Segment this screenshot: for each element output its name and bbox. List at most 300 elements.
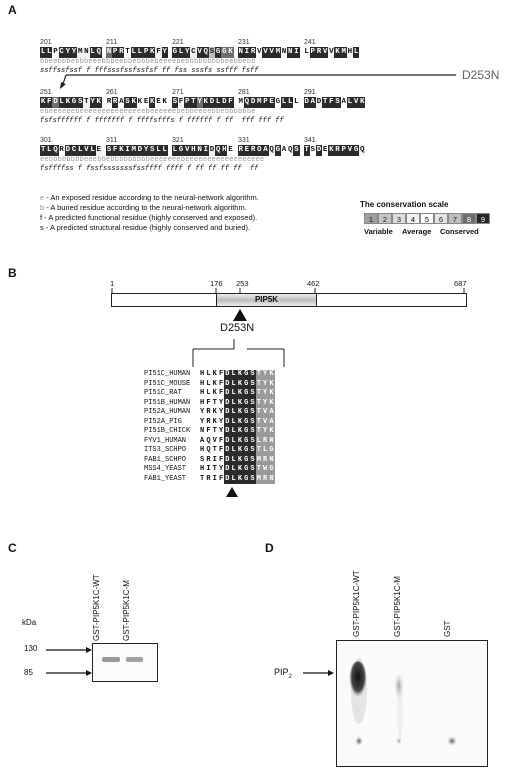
residue: R: [59, 146, 64, 154]
aligned-residue: V: [263, 408, 268, 416]
aligned-residue: T: [212, 465, 217, 473]
residue: Q: [215, 146, 221, 154]
residue: L: [172, 146, 178, 154]
aligned-residue: S: [250, 446, 255, 454]
residue: R: [316, 48, 322, 56]
aligned-residue: I: [212, 455, 217, 464]
aligned-residue: L: [231, 455, 236, 464]
aligned-residue: G: [244, 474, 249, 483]
aligned-sequence: [199, 389, 275, 399]
aligned-residue: S: [250, 370, 255, 378]
aligned-residue: Y: [218, 398, 224, 407]
kda-label: kDa: [22, 618, 37, 627]
residue: T: [322, 98, 328, 106]
residue: L: [294, 98, 299, 106]
aligned-residue: R: [206, 417, 211, 426]
residue: Y: [65, 48, 71, 56]
marker-130: 130: [24, 644, 38, 653]
residue: R: [106, 98, 112, 106]
residue: L: [77, 146, 83, 154]
residue: K: [203, 98, 209, 106]
residue: F: [329, 98, 334, 106]
residue: K: [150, 98, 155, 106]
residue: V: [257, 48, 262, 56]
aligned-residue: A: [269, 408, 274, 416]
residue: P: [341, 146, 346, 154]
residue: T: [125, 48, 130, 56]
pip2-label: $PIP_2$: [274, 667, 292, 680]
aligned-residue: Q: [206, 446, 211, 454]
aligned-residue: G: [244, 370, 249, 378]
lane-c-m: GST-PIP5K1C-M: [122, 580, 131, 641]
aligned-residue: L: [206, 389, 211, 397]
residue-numbers: [40, 136, 365, 145]
aligned-residue: K: [212, 389, 217, 397]
residue: G: [215, 48, 221, 56]
residue: L: [156, 146, 161, 154]
aligned-residue: L: [231, 446, 236, 454]
aligned-residue: W: [263, 465, 268, 473]
residue: F: [112, 146, 118, 154]
position-site: 253: [236, 279, 249, 288]
aligned-residue: D: [225, 398, 230, 407]
residue: V: [184, 146, 190, 154]
aligned-residue: T: [256, 379, 261, 388]
aligned-residue: K: [269, 427, 274, 435]
aligned-residue: H: [200, 398, 205, 407]
residue-row: [40, 145, 365, 156]
aligned-residue: K: [237, 474, 243, 483]
aligned-residue: K: [237, 389, 243, 397]
residue: D: [316, 146, 322, 154]
marker-85: 85: [24, 668, 33, 677]
residue: Q: [203, 48, 209, 56]
residue: L: [90, 146, 95, 154]
aligned-residue: A: [200, 436, 205, 445]
aligned-residue: S: [200, 455, 205, 464]
residue: N: [287, 48, 293, 56]
aligned-residue: L: [231, 436, 236, 445]
residue: R: [250, 48, 256, 56]
aligned-residue: K: [269, 379, 274, 388]
alignment-bracket: [190, 337, 300, 369]
residue-number: 251: [40, 89, 52, 96]
residue: P: [310, 48, 316, 56]
aligned-residue: T: [256, 389, 261, 397]
residue: N: [84, 48, 89, 56]
aligned-sequence: [199, 465, 275, 475]
aligned-residue: I: [206, 465, 211, 473]
aligned-residue: D: [225, 465, 230, 473]
residue: K: [162, 98, 167, 106]
residue-number: 231: [238, 39, 250, 46]
residue: K: [131, 98, 136, 106]
residue: S: [77, 98, 83, 106]
residue: I: [294, 48, 299, 56]
residue: A: [119, 98, 124, 106]
residue: S: [172, 98, 178, 106]
alignment-sequences: [199, 370, 275, 484]
scale-level: 7: [448, 213, 462, 224]
position-domain-end: 462: [307, 279, 320, 288]
aligned-residue: L: [256, 436, 261, 445]
conservation-scale-title: The conservation scale: [360, 200, 449, 209]
aligned-residue: T: [256, 427, 261, 435]
aligned-residue: F: [218, 446, 224, 454]
aligned-sequence: [199, 437, 275, 447]
species-name: PI51C_MOUSE: [144, 379, 191, 388]
residue-number: 221: [172, 39, 184, 46]
aligned-sequence: [199, 456, 275, 466]
residue-row: [40, 47, 359, 58]
residue: S: [209, 48, 215, 56]
aligned-residue: K: [269, 389, 274, 397]
residue: V: [347, 146, 353, 154]
residue: L: [47, 146, 52, 154]
residue: D: [137, 146, 143, 154]
function-annotation: fsfsffffff f fffffff f ffffsfffs f ffffff f ff fff fff ff: [40, 117, 284, 125]
residue-number: 311: [106, 137, 118, 144]
residue: P: [112, 48, 118, 56]
aligned-residue: H: [200, 370, 205, 378]
aligned-residue: Y: [218, 417, 224, 426]
aligned-residue: R: [206, 474, 211, 483]
residue: T: [304, 146, 309, 154]
aligned-residue: K: [237, 379, 243, 388]
residue: Q: [244, 98, 250, 106]
aligned-residue: M: [256, 474, 261, 483]
residue: L: [137, 48, 143, 56]
scale-level: 2: [378, 213, 392, 224]
aligned-sequence: [199, 380, 275, 390]
residue: Y: [90, 98, 95, 106]
aligned-residue: N: [200, 427, 205, 435]
aligned-residue: L: [231, 408, 236, 416]
aligned-residue: T: [256, 370, 261, 378]
residue: C: [191, 48, 196, 56]
residue: L: [215, 98, 221, 106]
residue: Y: [71, 48, 77, 56]
residue: S: [294, 146, 299, 154]
residue: Y: [197, 98, 202, 106]
aligned-residue: K: [237, 455, 243, 464]
residue: K: [65, 98, 71, 106]
residue: S: [106, 146, 112, 154]
residue: S: [335, 98, 340, 106]
aligned-residue: G: [244, 398, 249, 407]
aligned-residue: Y: [263, 389, 268, 397]
aligned-residue: K: [237, 398, 243, 407]
panel-b-label: B: [8, 266, 17, 280]
residue: N: [106, 48, 112, 56]
residue: M: [257, 98, 262, 106]
aligned-residue: D: [225, 446, 230, 454]
aligned-residue: K: [237, 465, 243, 473]
aligned-residue: Y: [218, 427, 224, 435]
aligned-residue: T: [212, 446, 217, 454]
aligned-residue: R: [206, 455, 211, 464]
residue-row: [40, 97, 365, 108]
aligned-residue: K: [212, 417, 217, 426]
aligned-residue: K: [237, 408, 243, 416]
scale-label-variable: Variable: [364, 227, 393, 236]
sequence-block: [40, 136, 365, 174]
aligned-residue: K: [212, 408, 217, 416]
residue: E: [228, 146, 233, 154]
aligned-residue: S: [250, 427, 255, 435]
species-name: PI52A_PIG: [144, 417, 182, 426]
species-name: ITS3_SCHPO: [144, 446, 187, 454]
alignment-species: [144, 370, 190, 484]
residue: Q: [96, 48, 102, 56]
aligned-residue: L: [231, 427, 236, 435]
aligned-residue: T: [256, 465, 261, 473]
residue: V: [84, 146, 89, 154]
residue: K: [335, 48, 340, 56]
aligned-residue: Y: [263, 379, 268, 388]
aligned-residue: H: [200, 379, 205, 388]
aligned-residue: S: [250, 455, 255, 464]
aligned-residue: G: [244, 465, 249, 473]
residue: R: [335, 146, 340, 154]
aligned-residue: S: [250, 379, 255, 388]
residue: D: [316, 98, 322, 106]
d253n-callout-arrow: [60, 70, 460, 96]
aligned-residue: M: [256, 455, 261, 464]
aligned-residue: K: [269, 398, 274, 407]
aligned-residue: H: [200, 465, 205, 473]
exposure-annotation: eebbbbbbbbeeebbebbbbbbbbbeeeeeeebeeeeeeeeeeeeeeeeee: [40, 156, 265, 164]
species-name: PI51C_HUMAN: [144, 370, 191, 378]
residue: P: [53, 48, 58, 56]
residue: L: [281, 98, 287, 106]
aligned-residue: K: [269, 370, 274, 378]
aligned-residue: G: [244, 427, 249, 435]
aligned-residue: T: [212, 427, 217, 435]
aligned-sequence: [199, 446, 275, 456]
residue: O: [257, 146, 262, 154]
residue: E: [244, 146, 250, 154]
aligned-residue: L: [263, 446, 268, 454]
residue: A: [281, 146, 287, 154]
residue: E: [143, 98, 149, 106]
mutation-label: D253N: [220, 322, 255, 334]
residue: F: [228, 98, 233, 106]
scale-level: 8: [462, 213, 476, 224]
aligned-residue: G: [244, 455, 249, 464]
residue: K: [228, 48, 233, 56]
aligned-residue: S: [250, 417, 255, 426]
aligned-residue: F: [206, 398, 211, 407]
aligned-residue: I: [212, 474, 217, 483]
aligned-residue: K: [237, 436, 243, 445]
d253n-callout-label: D253N: [462, 68, 500, 82]
residue: I: [244, 48, 250, 56]
residue: R: [119, 48, 124, 56]
aligned-residue: T: [256, 417, 261, 426]
residue: Q: [269, 146, 274, 154]
residue: K: [96, 98, 102, 106]
aligned-residue: A: [269, 417, 274, 426]
aligned-residue: Y: [263, 398, 268, 407]
residue: Y: [184, 48, 190, 56]
species-name: FYV1_HUMAN: [144, 436, 187, 445]
panel-a-label: A: [8, 3, 17, 17]
exposure-annotation: bbeebbbebbbeeebbbeebbebbbebeeeebebbbbbbbbbeebbebb: [40, 58, 256, 66]
aligned-residue: D: [225, 417, 230, 426]
aligned-residue: F: [206, 427, 211, 435]
residue: D: [222, 98, 227, 106]
residue-legend: [40, 193, 259, 233]
residue: T: [191, 98, 196, 106]
residue: K: [40, 98, 46, 106]
residue: K: [150, 48, 155, 56]
marker-arrows: [44, 645, 94, 677]
aligned-residue: V: [263, 417, 268, 426]
scale-level: 9: [476, 213, 490, 224]
lane-c-wt: GST-PIP5K1C-WT: [92, 574, 101, 641]
residue: G: [275, 98, 281, 106]
residue: G: [275, 146, 281, 154]
aligned-residue: G: [244, 379, 249, 388]
residue: L: [47, 48, 52, 56]
mutation-site-triangle: [233, 309, 247, 321]
position-domain-start: 176: [210, 279, 223, 288]
function-annotation: fsffffss f fssfsssssssfssffff ffff f ff ff ff ff ff: [40, 165, 259, 173]
residue: I: [125, 146, 130, 154]
residue: F: [178, 98, 184, 106]
residue: F: [47, 98, 52, 106]
residue-numbers: [40, 38, 359, 47]
residue: V: [322, 48, 328, 56]
residue: T: [40, 146, 46, 154]
residue: G: [353, 146, 359, 154]
aligned-residue: N: [269, 436, 274, 445]
tlc-autoradiograph: [336, 640, 488, 767]
residue: K: [119, 146, 124, 154]
residue: A: [310, 98, 316, 106]
residue: N: [197, 146, 202, 154]
legend-structural: s - A predicted structural residue (highly conserved and buried).: [40, 223, 251, 232]
aligned-sequence: [199, 399, 275, 409]
residue: G: [178, 146, 184, 154]
aligned-residue: L: [231, 474, 236, 483]
aligned-residue: Y: [263, 370, 268, 378]
aligned-residue: Y: [200, 408, 205, 416]
residue: L: [40, 48, 46, 56]
residue: C: [71, 146, 77, 154]
residue: I: [203, 146, 209, 154]
aligned-residue: K: [237, 417, 243, 426]
legend-functional: f - A predicted functional residue (highly conserved and exposed).: [40, 213, 258, 222]
aligned-residue: L: [231, 398, 236, 407]
aligned-residue: R: [206, 408, 211, 416]
residue: G: [222, 48, 227, 56]
aligned-residue: S: [250, 398, 255, 407]
aligned-residue: Y: [200, 417, 205, 426]
aligned-residue: D: [225, 389, 230, 397]
residue-number: 261: [106, 89, 118, 96]
residue: Q: [53, 146, 58, 154]
position-start: 1: [110, 279, 115, 288]
residue: D: [304, 98, 309, 106]
aligned-residue: N: [269, 455, 274, 464]
residue: H: [347, 48, 353, 56]
residue: K: [360, 98, 365, 106]
residue: C: [59, 48, 64, 56]
residue: H: [222, 146, 227, 154]
residue: N: [238, 48, 243, 56]
aligned-residue: K: [212, 370, 217, 378]
alignment-site-triangle: [226, 487, 238, 497]
residue: L: [162, 146, 167, 154]
scale-level: 6: [434, 213, 448, 224]
scale-label-conserved: Conserved: [440, 227, 479, 236]
residue: A: [263, 146, 268, 154]
aligned-residue: D: [225, 474, 230, 483]
exposure-annotation: ebeeeeeebeeeeeeeeeeeeeeebeeeeeebebbeeeebbebbbbbbe: [40, 108, 256, 116]
aligned-sequence: [199, 475, 275, 485]
residue: Y: [162, 48, 167, 56]
scale-level: 3: [392, 213, 406, 224]
residue-number: 321: [172, 137, 184, 144]
aligned-residue: S: [250, 389, 255, 397]
aligned-residue: Y: [263, 427, 268, 435]
aligned-residue: Y: [218, 408, 224, 416]
scale-level: 1: [364, 213, 378, 224]
aligned-residue: K: [237, 370, 243, 378]
aligned-residue: R: [263, 474, 268, 483]
residue: E: [156, 98, 161, 106]
aligned-residue: T: [256, 408, 261, 416]
pip5k-domain: PIP5K: [216, 293, 317, 307]
species-name: MSS4_YEAST: [144, 465, 187, 473]
residue: F: [156, 48, 161, 56]
aligned-residue: T: [212, 398, 217, 407]
aligned-residue: L: [231, 389, 236, 397]
residue: D: [209, 98, 215, 106]
aligned-sequence: [199, 408, 275, 418]
species-name: FAB1_YEAST: [144, 474, 187, 483]
residue: L: [347, 98, 353, 106]
lane-d-gst: GST: [443, 620, 452, 637]
residue: H: [191, 146, 196, 154]
aligned-residue: D: [225, 436, 230, 445]
blot-bands: [93, 644, 157, 681]
residue: L: [90, 48, 95, 56]
residue: Y: [143, 146, 149, 154]
lane-d-wt: GST-PIP5K1C-WT: [352, 570, 361, 637]
residue: D: [209, 146, 215, 154]
aligned-residue: D: [225, 427, 230, 435]
residue: P: [263, 98, 268, 106]
residue-number: 281: [238, 89, 250, 96]
aligned-residue: S: [250, 408, 255, 416]
aligned-residue: L: [231, 417, 236, 426]
residue: R: [238, 146, 243, 154]
aligned-residue: R: [263, 455, 268, 464]
residue: L: [287, 98, 293, 106]
aligned-residue: L: [206, 379, 211, 388]
aligned-residue: V: [212, 436, 217, 445]
residue: A: [341, 98, 346, 106]
lane-d-m: GST-PIP5K1C-M: [393, 576, 402, 637]
aligned-residue: T: [256, 446, 261, 454]
residue: P: [184, 98, 190, 106]
residue: S: [125, 98, 130, 106]
aligned-sequence: [199, 427, 275, 437]
aligned-residue: D: [225, 455, 230, 464]
